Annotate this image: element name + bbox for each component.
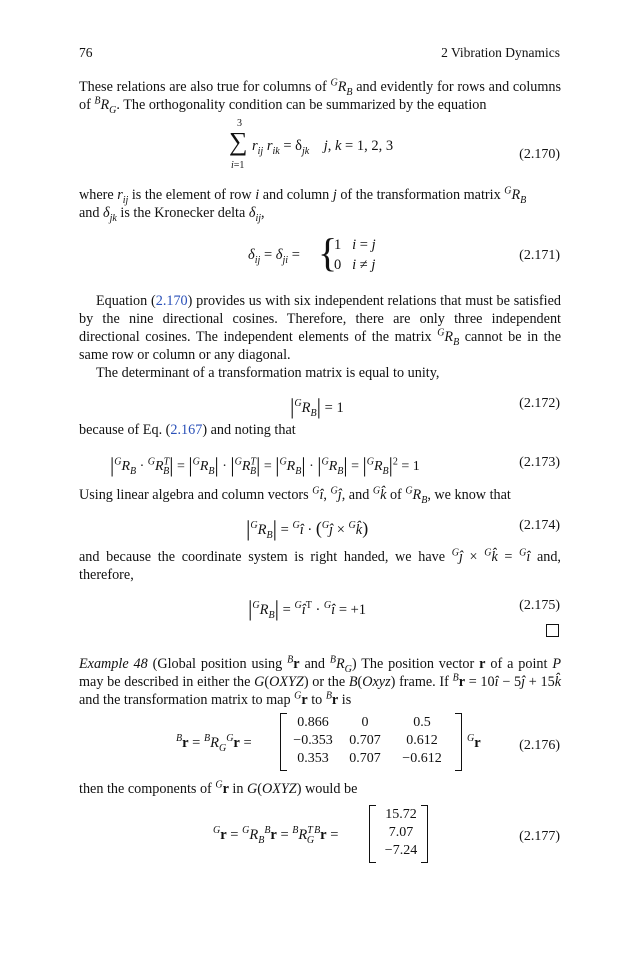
example-body3: may be described in either the — [79, 674, 255, 690]
p8-text-c: would be — [301, 781, 358, 797]
p1-text-c: . The orthogonality condition can be summarized by the equation — [116, 97, 487, 113]
page-number: 76 — [79, 45, 93, 60]
p3-rest2: cannot be in the same row or column or any diagonal. — [79, 329, 562, 363]
matrix-cell: 0.612 — [406, 733, 438, 748]
matrix-cell: 0 — [361, 715, 369, 730]
eq-number-2-177: (2.177) — [519, 829, 560, 844]
equation-2-172: $|^GR_B| = 1$ — [290, 394, 344, 419]
equation-2-176-lhs: $^Br = ^BR_G^Gr$ = — [176, 733, 252, 754]
example-body1: The position vector — [356, 656, 480, 672]
paragraph-2: where $r_{ij}$ is the element of row i and column j of the transformation matrix $^GR_B$ and $\delta_{jk}$ is the Kronecker delta $\delta_{ij}$, — [79, 185, 527, 224]
vector-cell: −7.24 — [384, 843, 418, 858]
eq-number-2-171: (2.171) — [519, 248, 560, 263]
matrix-cell: 0.5 — [413, 715, 431, 730]
matrix-bracket-right — [455, 713, 462, 771]
equation-2-173: $|^GR_B \cdot ^GR^T_B| = |^GR_B| \cdot |^GR^T_B| = |^GR_B| \cdot |^GR_B| = |^GR_B|^2 = 1$ — [110, 453, 420, 477]
p8-text-a: then the components of — [79, 781, 216, 797]
p2-text-c: and column — [259, 187, 333, 203]
equation-2-177-lhs: $^Gr = ^GR_B^Br = ^BR^T_G^Br$ = — [213, 825, 339, 846]
vector-bracket-right — [421, 805, 428, 863]
p5-text-b: ) and noting that — [202, 422, 296, 438]
paragraph-3: Equation (2.170) provides us with six independent relations that must be satisfied by the nine directional cosines. Therefore, there are only three independent directional cosines. The independent elements of the matrix $^GR_B$ cannot be in the same row or column or any diagonal. — [79, 293, 562, 363]
paragraph-6: Using linear algebra and column vectors $^G$î, $^G$ĵ, and $^G$k̂ of $^GR_B$, we know that — [79, 485, 511, 506]
p8-text-b: in — [228, 781, 248, 797]
eq-ref-2-170[interactable]: 2.170 — [155, 293, 188, 309]
vector-cell: 15.72 — [385, 807, 417, 822]
equation-2-176-rhs: $^G$r — [467, 733, 481, 751]
matrix-cell: 0.353 — [297, 751, 329, 766]
paragraph-4: The determinant of a transformation matrix is equal to unity, — [96, 365, 440, 381]
paragraph-1: These relations are also true for columns of $^GR_B$ and evidently for rows and columns of $^BR_G$. The orthogonality condition can be summarized by the equation — [79, 77, 561, 116]
transformation-matrix — [287, 714, 453, 768]
p7-text-b: and, therefore, — [79, 549, 561, 583]
example-body2: of a point — [485, 656, 553, 672]
eq-number-2-174: (2.174) — [519, 518, 560, 533]
page: 76 2 Vibration Dynamics These relations are also true for columns of $^GR_B$ and evidently for rows and columns of $^BR_G$. The orthogonality condition can be summarized by the equation 3 ∑ i=1 $r_{ij}$ $r_{ik} = \delta_{jk}$ j, k = 1, 2, 3 (2.170) where $r_{ij}$ is the element of row i and column j of the transformation matrix $^GR_B$ and $\delta_{jk}$ is the Kronecker delta $\delta_{ij}$, $\delta_{ij} = \delta_{ji}$ = { 1 i = j 0 i ≠ j (2.171) Equation (2.170) provides us with six independent relations that must be satisfied by the nine directional cosines. Therefore, there are only three independent directional cosines. The independent elements of the matrix $^GR_B$ cannot be in the same row or column or any diagonal. The determinant of a transformation matrix is equal to unity, $|^GR_B| = 1$ (2.172) because of Eq. (2.167) and noting that $|^GR_B \cdot ^GR^T_B| = |^GR_B| \cdot |^GR^T_B| = |^GR_B| \cdot |^GR_B| = |^GR_B|^2 = 1$ (2.173) Using linear algebra and column vectors $^G$î, $^G$ĵ, and $^G$k̂ of $^GR_B$, we know that $|^GR_B|$ = $^G$î · ($^G$ĵ × $^G$k̂) (2.174) and because the coordinate system is right handed, we have $^G$ĵ × $^G$k̂ = $^G$î and, therefore, $|^GR_B|$ = $^Gî^T$ · $^G$î = +1 (2.175) Example 48 (Global position using $^B$r and $^BR_G$) The position vector r of a point P may be described in either the G(OXYZ) or the B(Oxyz) frame. If $^B$r = 10î − 5ĵ + 15k̂ and the transformation matrix to map $^G$r to $^B$r is $^Br = ^BR_G^Gr$ = 0.866 0 0.5 −0.353 0.707 0.612 0.353 0.707 −0.612 $^G$r (2.176) then the components of $^G$r in G(OXYZ) would be $^Gr = ^GR_B^Br = ^BR^T_G^Br$ = 15.72 7.07 −7.24 (2.177) — [0, 0, 638, 968]
eq-number-2-175: (2.175) — [519, 598, 560, 613]
matrix-cell: 0.866 — [297, 715, 329, 730]
example-body8: is — [338, 692, 352, 708]
p2-text-b: is the element of row — [128, 187, 256, 203]
p2-text-d: of the transformation matrix — [336, 187, 505, 203]
paragraph-7: and because the coordinate system is right handed, we have $^G$ĵ × $^G$k̂ = $^G$î and, therefore, — [79, 547, 561, 583]
paragraph-8: then the components of $^G$r in G(OXYZ) would be — [79, 779, 358, 797]
eq-ref-2-167[interactable]: 2.167 — [170, 422, 203, 438]
running-header: 2 Vibration Dynamics — [441, 45, 560, 60]
example-body5: frame. If — [395, 674, 453, 690]
example-body7: to — [307, 692, 326, 708]
p1-text-a: These relations are also true for columns of — [79, 79, 331, 95]
eq-number-2-176: (2.176) — [519, 738, 560, 753]
vector-cell: 7.07 — [388, 825, 414, 840]
matrix-cell: −0.353 — [293, 733, 333, 748]
p7-text-a: and because the coordinate system is right handed, we have — [79, 549, 452, 565]
p2-text-f: is the Kronecker delta — [116, 205, 249, 221]
result-vector — [375, 806, 427, 860]
p3-lead: Equation ( — [96, 293, 156, 309]
example-label: Example 48 — [79, 656, 148, 672]
p6-text-b: , we know that — [427, 487, 511, 503]
matrix-cell: 0.707 — [349, 751, 381, 766]
p2-text-a: where — [79, 187, 118, 203]
p2-text-g: , — [261, 205, 265, 221]
equation-2-174: $|^GR_B|$ = $^G$î · ($^G$ĵ × $^G$k̂) — [246, 516, 369, 541]
qed-square — [546, 624, 559, 637]
example-title: (Global position using — [152, 656, 288, 672]
p2-text-e: and — [79, 205, 104, 221]
p6-text-a: Using linear algebra and column vectors — [79, 487, 313, 503]
p3-rest: ) provides us with six independent relations that must be satisfied by the nine directional cosines. Therefore, there are only three independent directional cosines. The independent elements of the matrix — [79, 293, 561, 345]
paragraph-5 — [79, 421, 561, 439]
example-body4: or the — [308, 674, 349, 690]
eq-number-2-172: (2.172) — [519, 396, 560, 411]
eq-number-2-173: (2.173) — [519, 455, 560, 470]
p1-text-b: and evidently for rows and columns of — [79, 79, 561, 113]
eq-number-2-170: (2.170) — [519, 147, 560, 162]
p5-text-a: because of Eq. ( — [79, 422, 171, 438]
matrix-cell: −0.612 — [402, 751, 442, 766]
example-48: Example 48 (Global position using $^B$r and $^BR_G$) The position vector r of a point P may be described in either the G(OXYZ) or the B(Oxyz) frame. If $^B$r = 10î − 5ĵ + 15k̂ and the transformation matrix to map $^G$r to $^B$r is — [79, 654, 562, 708]
equation-2-175: $|^GR_B|$ = $^Gî^T$ · $^G$î = +1 — [248, 596, 367, 621]
matrix-bracket-left — [280, 713, 287, 771]
matrix-cell: 0.707 — [349, 733, 381, 748]
example-body6: and the transformation matrix to map — [79, 692, 295, 708]
